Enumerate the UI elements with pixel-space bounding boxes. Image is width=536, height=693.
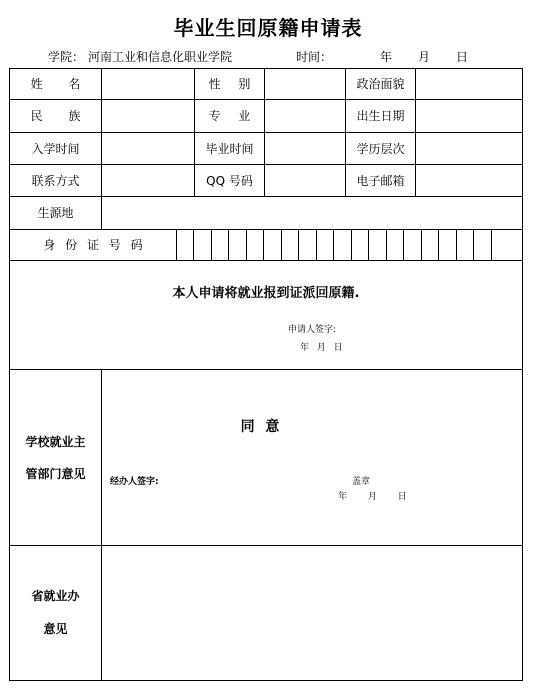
month-label: 月 [418, 50, 431, 64]
school-label: 学院： [48, 50, 85, 64]
name-label: 姓 名 [30, 77, 81, 91]
origin-field[interactable] [102, 197, 522, 229]
ethnicity-label: 民 族 [30, 109, 81, 123]
applicant-signature-label: 申请人签字: [288, 324, 337, 335]
school-opinion-date: 年 月 日 [338, 491, 407, 502]
school-opinion-label-line2: 管部门意见 [25, 467, 86, 481]
political-field[interactable] [416, 69, 522, 99]
province-opinion-label-line2: 意见 [43, 622, 68, 636]
year-label: 年 [380, 50, 393, 64]
province-opinion-field[interactable] [102, 546, 522, 680]
id-number-field[interactable] [177, 230, 522, 260]
education-label: 学历层次 [356, 141, 405, 156]
major-field[interactable] [265, 100, 345, 132]
major-label: 专 业 [208, 109, 251, 123]
name-field[interactable] [102, 69, 194, 99]
qq-field[interactable] [265, 165, 345, 196]
form-title: 毕业生回原籍申请表 [173, 16, 363, 40]
contact-label: 联系方式 [31, 173, 80, 188]
time-label: 时间： [296, 50, 333, 64]
political-label: 政治面貌 [356, 77, 405, 91]
enroll-time-field[interactable] [102, 133, 194, 164]
birth-date-label: 出生日期 [356, 109, 405, 123]
contact-field[interactable] [102, 165, 194, 196]
school-name: 河南工业和信息化职业学院 [88, 50, 233, 64]
education-field[interactable] [416, 133, 522, 164]
school-opinion-label-line1: 学校就业主 [25, 435, 86, 449]
application-statement: 本人申请将就业报到证派回原籍. [172, 285, 360, 301]
enroll-time-label: 入学时间 [31, 141, 80, 156]
seal-label: 盖章 [352, 476, 371, 487]
gender-label: 性 别 [208, 77, 251, 91]
id-number-label: 身 份 证 号 码 [43, 238, 143, 252]
birth-date-field[interactable] [416, 100, 522, 132]
qq-label: QQ 号码 [206, 173, 253, 188]
email-field[interactable] [416, 165, 522, 196]
grad-time-field[interactable] [265, 133, 345, 164]
application-date: 年 月 日 [300, 342, 343, 353]
agree-text: 同 意 [240, 419, 280, 435]
email-label: 电子邮箱 [356, 173, 405, 188]
day-label: 日 [456, 50, 469, 64]
ethnicity-field[interactable] [102, 100, 194, 132]
handler-signature-label: 经办人签字: [110, 476, 159, 487]
origin-label: 生源地 [37, 206, 74, 220]
gender-field[interactable] [265, 69, 345, 99]
grad-time-label: 毕业时间 [205, 141, 254, 156]
province-opinion-label-line1: 省就业办 [31, 589, 80, 603]
